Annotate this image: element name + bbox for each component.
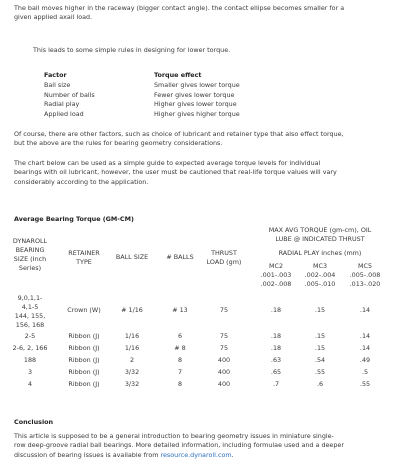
header-mc3-mm: .005-.010 — [304, 280, 336, 288]
table-row-mc3: .54 — [314, 356, 326, 364]
rules-header-effect: Torque effect — [154, 71, 202, 79]
row0-size-line-1: 9,0,1,1- — [17, 294, 43, 302]
row0-mc3: .15 — [314, 306, 326, 314]
table-row-num-balls: 8 — [177, 356, 183, 364]
table-row-mc2: .18 — [270, 344, 282, 352]
table-row-mc5: .5 — [361, 368, 369, 376]
table-row-ball-size: 3/32 — [124, 380, 140, 388]
row0-size-line-2: 4,1-5 — [21, 303, 39, 311]
header-mc3: MC3 — [312, 262, 328, 270]
header-mc2-inches: .001-.003 — [260, 271, 292, 279]
table-row-thrust: 75 — [219, 332, 229, 340]
header-dynaroll-line-2: BEARING — [15, 246, 45, 254]
table-row-mc2: .63 — [270, 356, 282, 364]
table-row-thrust: 75 — [219, 344, 229, 352]
table-row-thrust: 400 — [217, 356, 231, 364]
row0-retainer: Crown (W) — [67, 306, 101, 314]
table-row-mc5: .55 — [359, 380, 371, 388]
header-mc2: MC2 — [268, 262, 284, 270]
conclusion-line-3-suffix: . — [231, 450, 234, 459]
row0-size-line-4: 156, 168 — [15, 321, 45, 329]
header-max-avg-line-1: MAX AVG TORQUE (gm-cm), OIL — [268, 226, 372, 234]
chart-note-line-1: The chart below can be used as a simple guide to expected average torque levels for individual — [14, 159, 321, 167]
row0-size-line-3: 144, 155, — [14, 312, 46, 320]
table-row-mc3: .15 — [314, 332, 326, 340]
table-row-mc5: .49 — [359, 356, 371, 364]
conclusion-line-2: row deep-groove radial ball bearings. More detailed information, including formulae used and a deeper — [14, 441, 344, 450]
row0-ball-size: # 1/16 — [121, 306, 143, 314]
header-max-avg-line-2: LUBE @ INDICATED THRUST — [275, 235, 365, 243]
intro-line-1: The ball moves higher in the raceway (bigger contact angle). the contact ellipse becomes smaller for a — [14, 4, 345, 12]
intro-line-2: given applied axail load. — [14, 13, 93, 22]
resource-link[interactable]: resource.dynaroll.com — [160, 450, 232, 459]
rules-effect: Higher gives lower torque — [154, 100, 237, 108]
other-factors-line-2: but the above are the rules for bearing geometry considerations. — [14, 139, 223, 148]
table-row-ball-size: 2 — [129, 356, 135, 364]
table-row-ball-size: 3/32 — [124, 368, 140, 376]
table-row-num-balls: # 8 — [174, 344, 186, 352]
table-row-mc3: .15 — [314, 344, 326, 352]
rules-factor: Radial play — [44, 100, 80, 108]
row0-thrust: 75 — [219, 306, 229, 314]
table-row-size: 2-5 — [24, 332, 36, 340]
conclusion-paragraph — [14, 432, 408, 460]
table-row-thrust: 400 — [217, 380, 231, 388]
conclusion-line-3 — [14, 451, 408, 460]
rules-lead: This leads to some simple rules in designing for lower torque. — [33, 46, 231, 54]
header-dynaroll-line-1: DYNAROLL — [12, 237, 48, 245]
table-title: Average Bearing Torque (GM-CM) — [14, 215, 134, 223]
header-retainer-line-2: TYPE — [76, 258, 92, 266]
table-row-retainer: Ribbon (J) — [68, 380, 100, 388]
rules-factor: Ball size — [44, 81, 71, 89]
row0-mc5: .14 — [359, 306, 371, 314]
header-dynaroll-line-3: SIZE (Inch — [13, 255, 47, 263]
header-num-balls: # BALLS — [166, 253, 194, 261]
header-thrust-line-2: LOAD (gm) — [206, 258, 242, 266]
table-row-mc5: .14 — [359, 344, 371, 352]
table-row-retainer: Ribbon (J) — [68, 368, 100, 376]
table-row-size: 188 — [23, 356, 37, 364]
rules-header-factor: Factor — [44, 71, 67, 79]
table-row-num-balls: 6 — [177, 332, 183, 340]
row0-mc2: .18 — [270, 306, 282, 314]
table-row-thrust: 400 — [217, 368, 231, 376]
rules-effect: Smaller gives lower torque — [154, 81, 240, 89]
table-row-retainer: Ribbon (J) — [68, 332, 100, 340]
header-retainer-line-1: RETAINER — [68, 249, 100, 257]
table-row-size: 3 — [27, 368, 33, 376]
table-row-size: 2-6, 2, 166 — [12, 344, 48, 352]
header-mc5: MC5 — [357, 262, 373, 270]
table-row-num-balls: 7 — [177, 368, 183, 376]
table-row-mc3: .55 — [314, 368, 326, 376]
chart-note-line-2: bearings with oil lubricant, however, the user must be cautioned that real-life torque values will vary — [14, 168, 337, 177]
header-dynaroll-line-4: Series) — [18, 264, 42, 272]
conclusion-line-3-prefix: discussion of bearing issues is available from — [14, 450, 159, 459]
header-thrust-line-1: THRUST — [211, 249, 237, 257]
rules-factor: Applied load — [44, 109, 84, 118]
header-mc2-mm: .002-.008 — [260, 280, 292, 288]
table-row-mc2: .7 — [272, 380, 280, 388]
table-row-mc3: .6 — [316, 380, 324, 388]
table-row-mc5: .14 — [359, 332, 371, 340]
table-row-retainer: Ribbon (J) — [68, 356, 100, 364]
row0-num-balls: # 13 — [172, 306, 188, 314]
table-row-num-balls: 8 — [177, 380, 183, 388]
conclusion-line-1: This article is supposed to be a general introduction to bearing geometry issues in miniature single- — [14, 432, 334, 440]
rules-factor: Number of balls — [44, 90, 95, 99]
header-ball-size: BALL SIZE — [115, 253, 149, 261]
header-mc5-inches: .005-.008 — [349, 271, 381, 279]
rules-effect: Fewer gives lower torque — [154, 90, 235, 99]
table-row-ball-size: 1/16 — [124, 344, 140, 352]
conclusion-title: Conclusion — [14, 418, 54, 426]
table-row-mc2: .18 — [270, 332, 282, 340]
table-row-ball-size: 1/16 — [124, 332, 140, 340]
header-mc5-mm: .013-.020 — [349, 280, 381, 288]
table-row-size: 4 — [27, 380, 33, 388]
table-row-mc2: .65 — [270, 368, 282, 376]
rules-effect: Higher gives higher torque — [154, 109, 240, 118]
header-radial-play: RADIAL PLAY inches (mm) — [278, 249, 362, 257]
other-factors-line-1: Of course, there are other factors, such as choice of lubricant and retainer type that also effect torque, — [14, 130, 344, 138]
header-mc3-inches: .002-.004 — [304, 271, 336, 279]
table-row-retainer: Ribbon (J) — [68, 344, 100, 352]
chart-note-line-3: considerably according to the application. — [14, 177, 149, 186]
